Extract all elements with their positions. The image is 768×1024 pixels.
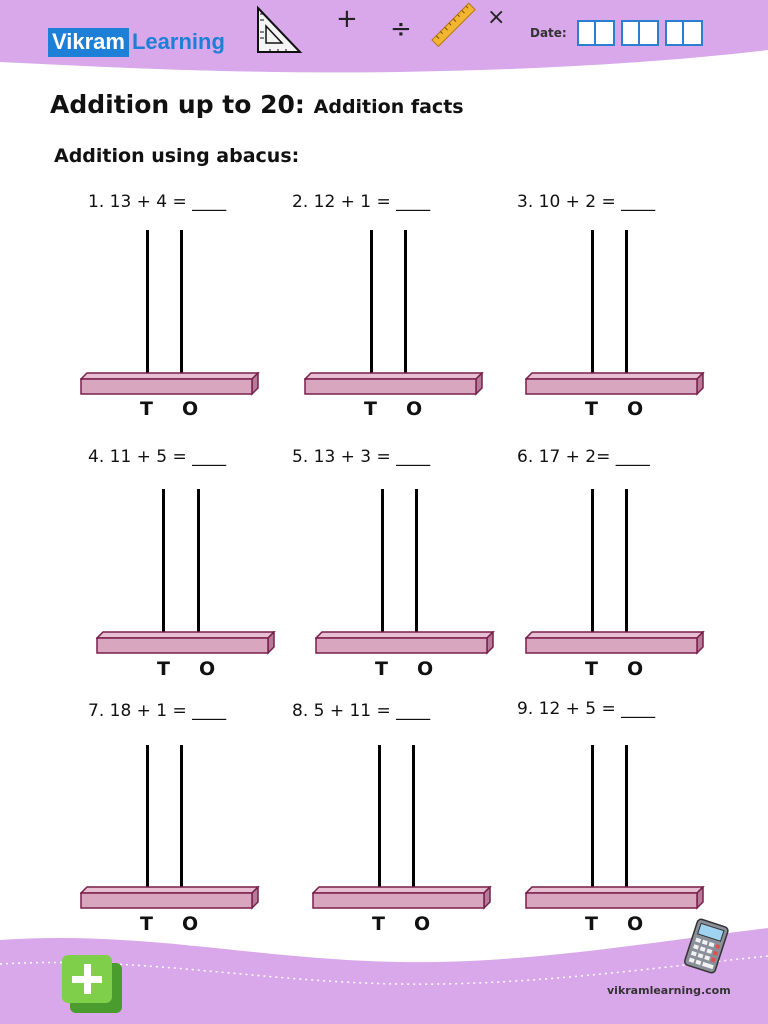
ones-label: O (627, 658, 644, 680)
divide-operator: ÷ (390, 14, 412, 44)
abacus-base (96, 631, 276, 655)
date-box[interactable] (596, 20, 615, 46)
ones-label: O (199, 658, 216, 680)
abacus-base (525, 631, 705, 655)
date-year-boxes[interactable] (665, 20, 703, 46)
problem-4: 4. 11 + 5 = ____ (88, 447, 227, 467)
date-box[interactable] (640, 20, 659, 46)
abacus-base (312, 886, 492, 910)
tens-label: T (585, 913, 598, 935)
problem-1: 1. 13 + 4 = ____ (88, 192, 227, 212)
brand-name-part1: Vikram (48, 28, 129, 57)
tens-label: T (375, 658, 388, 680)
abacus-base (525, 886, 705, 910)
tens-label: T (140, 398, 153, 420)
date-box[interactable] (577, 20, 596, 46)
tens-label: T (157, 658, 170, 680)
ones-label: O (417, 658, 434, 680)
section-heading: Addition using abacus: (54, 145, 300, 167)
problem-6: 6. 17 + 2= ____ (517, 447, 650, 467)
tens-label: T (140, 913, 153, 935)
tens-label: T (585, 398, 598, 420)
brand-name-part2: Learning (131, 29, 225, 54)
problem-5: 5. 13 + 3 = ____ (292, 447, 431, 467)
ones-rod (412, 745, 415, 892)
ones-rod (415, 489, 418, 637)
ones-label: O (414, 913, 431, 935)
ones-rod (625, 489, 628, 637)
ones-rod (404, 230, 407, 380)
multiply-operator: × (487, 5, 506, 30)
ones-label: O (406, 398, 423, 420)
tens-rod (591, 489, 594, 637)
abacus-base (80, 886, 260, 910)
tens-rod (381, 489, 384, 637)
footer-website[interactable]: vikramlearning.com (607, 984, 731, 997)
date-box[interactable] (684, 20, 703, 46)
tens-label: T (364, 398, 377, 420)
calculator-icon (680, 918, 732, 976)
ones-label: O (627, 398, 644, 420)
problem-8: 8. 5 + 11 = ____ (292, 701, 431, 721)
tens-rod (378, 745, 381, 892)
tens-label: T (372, 913, 385, 935)
tens-rod (146, 745, 149, 892)
ones-rod (180, 745, 183, 892)
ones-rod (625, 230, 628, 380)
abacus-base (525, 372, 705, 396)
abacus-base (315, 631, 495, 655)
abacus-base (304, 372, 484, 396)
page-title (50, 90, 464, 119)
date-label: Date: (530, 26, 567, 40)
tens-rod (370, 230, 373, 380)
tens-rod (146, 230, 149, 380)
plus-operator: + (336, 4, 358, 34)
abacus-base (80, 372, 260, 396)
plus-icon (62, 955, 124, 1015)
problem-3: 3. 10 + 2 = ____ (517, 192, 656, 212)
tens-rod (591, 745, 594, 892)
date-day-boxes[interactable] (577, 20, 615, 46)
date-box[interactable] (621, 20, 640, 46)
date-month-boxes[interactable] (621, 20, 659, 46)
brand-logo[interactable] (48, 28, 227, 57)
ones-label: O (182, 913, 199, 935)
ones-rod (625, 745, 628, 892)
title-sub: Addition facts (313, 96, 464, 118)
tens-label: T (585, 658, 598, 680)
ones-label: O (182, 398, 199, 420)
date-boxes[interactable] (577, 20, 703, 46)
ones-rod (197, 489, 200, 637)
ones-label: O (627, 913, 644, 935)
problem-7: 7. 18 + 1 = ____ (88, 701, 227, 721)
date-box[interactable] (665, 20, 684, 46)
problem-2: 2. 12 + 1 = ____ (292, 192, 431, 212)
problem-9: 9. 12 + 5 = ____ (517, 699, 656, 719)
ones-rod (180, 230, 183, 380)
tens-rod (162, 489, 165, 637)
tens-rod (591, 230, 594, 380)
title-main: Addition up to 20: (50, 90, 305, 119)
